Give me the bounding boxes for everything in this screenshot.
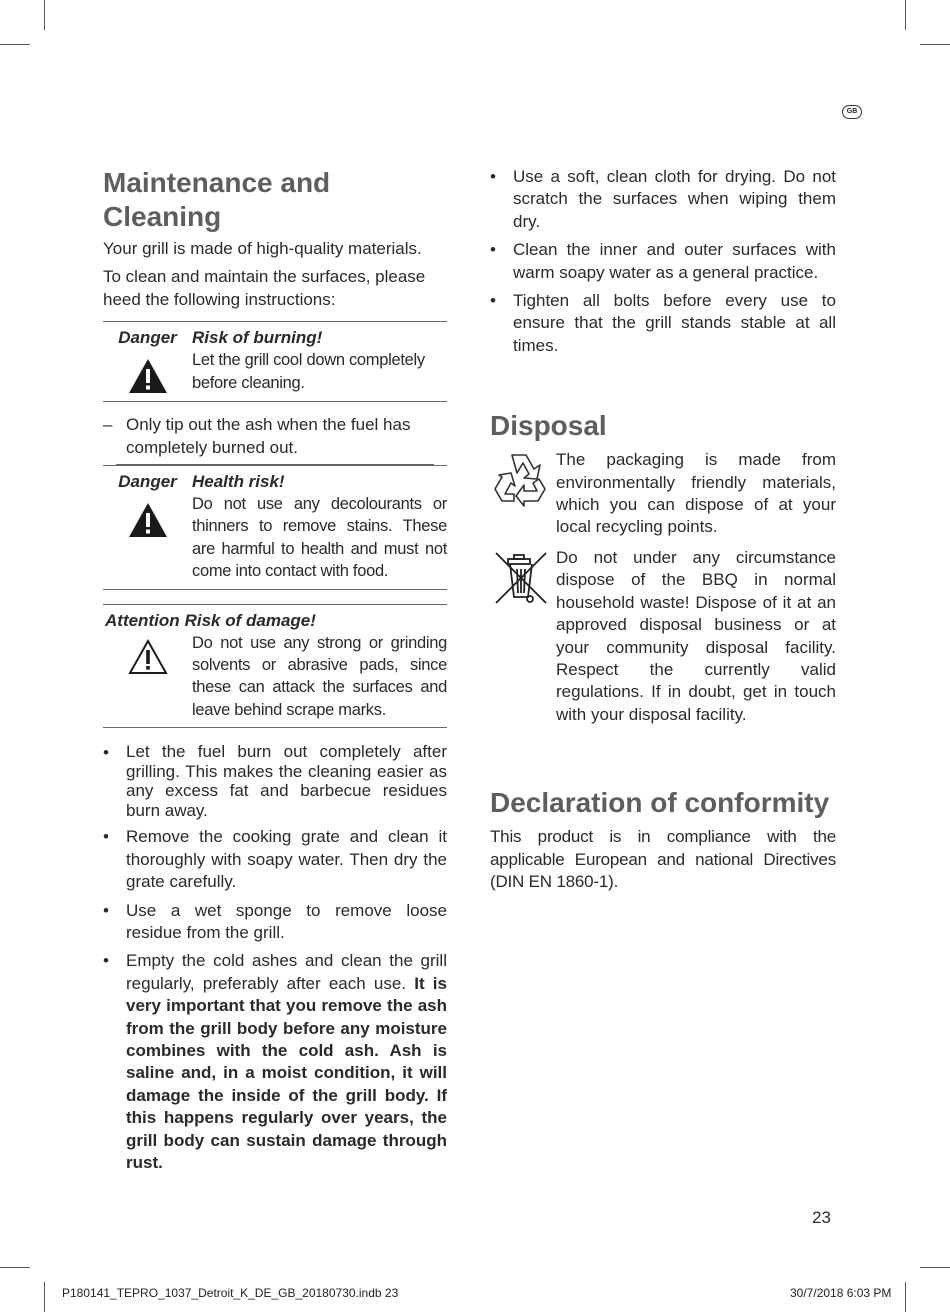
footer-file-info: P180141_TEPRO_1037_Detroit_K_DE_GB_20180730.indb 23 bbox=[62, 1286, 399, 1300]
crop-mark bbox=[44, 1282, 45, 1312]
box-text: Do not use any decolourants or thinners to remove stains. These are harmful to health and must not come into contact with food. bbox=[192, 495, 447, 581]
right-column bbox=[490, 166, 836, 893]
conformity-title: Declaration of conformity bbox=[490, 787, 830, 819]
crop-mark bbox=[905, 1282, 906, 1312]
list-item bbox=[103, 900, 447, 945]
dash-instruction bbox=[103, 414, 447, 459]
dash-text: Only tip out the ash when the fuel has completely burned out. bbox=[126, 415, 411, 457]
warning-triangle-outline-icon bbox=[127, 638, 169, 676]
packaging-disposal bbox=[490, 449, 836, 539]
footer-timestamp: 30/7/2018 6:03 PM bbox=[790, 1286, 892, 1300]
page-number: 23 bbox=[812, 1208, 831, 1227]
list-item-text: Use a soft, clean cloth for drying. Do not scratch the surfaces when wiping them dry. bbox=[513, 167, 836, 231]
box-keyword: Danger bbox=[118, 328, 177, 348]
crop-mark bbox=[920, 1267, 950, 1268]
crossed-bin-icon bbox=[490, 549, 550, 609]
list-item-text: Tighten all bolts before every use to ensure that the grill stands stable at all times. bbox=[513, 291, 836, 355]
list-item bbox=[103, 950, 447, 1174]
list-item-text: Clean the inner and outer surfaces with warm soapy water as a general practice. bbox=[513, 240, 836, 282]
weee-disposal bbox=[490, 547, 836, 726]
crop-mark bbox=[44, 0, 45, 30]
disposal-title: Disposal bbox=[490, 410, 607, 442]
box-text: Do not use any strong or grinding solvents or abrasive pads, since these can attack the surfaces and leave behind scrape marks. bbox=[192, 633, 447, 719]
maintenance-title: Maintenance and Cleaning bbox=[103, 167, 331, 232]
language-badge: GB bbox=[842, 105, 862, 119]
danger-box-health bbox=[103, 465, 447, 590]
crop-mark bbox=[905, 0, 906, 30]
packaging-text: The packaging is made from environmentally friendly materials, which you can dispose of at your local recycling points. bbox=[556, 450, 836, 537]
list-item-text bbox=[126, 950, 447, 1174]
list-item bbox=[103, 742, 447, 820]
bullet-mark: • bbox=[490, 291, 496, 311]
list-item bbox=[490, 239, 836, 284]
maintenance-bullet-list bbox=[103, 742, 447, 1174]
list-item-text: Use a wet sponge to remove loose residue from the grill. bbox=[126, 900, 447, 942]
left-column bbox=[103, 166, 447, 1180]
cleaning-bullet-list bbox=[490, 166, 836, 357]
box-text: Let the grill cool down completely before cleaning. bbox=[192, 351, 425, 392]
crop-mark bbox=[0, 44, 30, 45]
maintenance-intro-1: Your grill is made of high-quality materials. bbox=[103, 239, 422, 258]
box-heading: Health risk! bbox=[192, 472, 285, 492]
box-heading: Risk of burning! bbox=[192, 328, 323, 348]
list-item bbox=[490, 166, 836, 233]
bullet-normal-text: Empty the cold ashes and clean the grill regularly, preferably after each use. bbox=[126, 951, 447, 993]
bullet-mark: • bbox=[103, 951, 109, 971]
danger-box-burning bbox=[103, 321, 447, 402]
bullet-mark: • bbox=[103, 743, 109, 763]
weee-text: Do not under any circumstance dispose of the BBQ in normal household waste! Dispose of it at an approved disposal business or at your community disposal facility. Respect the currently valid regulations. If in doubt, get in touch with your disposal facility. bbox=[556, 547, 836, 724]
list-item-text: Remove the cooking grate and clean it thoroughly with soapy water. Then dry the grate carefully. bbox=[126, 827, 447, 892]
dash-mark: – bbox=[103, 415, 113, 435]
list-item bbox=[103, 826, 447, 893]
list-item-text: Let the fuel burn out completely after grilling. This makes the cleaning easier as any excess fat and barbecue residues burn away. bbox=[126, 742, 447, 820]
bullet-mark: • bbox=[490, 167, 496, 186]
list-item bbox=[490, 290, 836, 357]
crop-mark bbox=[0, 1267, 30, 1268]
bullet-mark: • bbox=[103, 900, 109, 920]
crop-mark bbox=[920, 44, 950, 45]
warning-triangle-filled-icon bbox=[127, 357, 169, 395]
maintenance-intro-2: To clean and maintain the surfaces, please heed the following instructions: bbox=[103, 267, 426, 309]
box-keyword: Danger bbox=[118, 472, 177, 492]
warning-triangle-filled-icon bbox=[127, 501, 169, 539]
recycle-icon bbox=[490, 451, 550, 507]
bullet-bold-warning: It is very important that you remove the ash from the grill body before any moisture combines with the cold ash. Ash is saline and, in a moist condition, it will damage the inside of the grill body. If this happens regularly over years, the grill body can sustain damage through rust. bbox=[126, 973, 447, 1172]
box-keyword: Attention bbox=[105, 610, 180, 630]
conformity-text: This product is in compliance with the applicable European and national Directives (DIN EN 1860-1). bbox=[490, 827, 836, 891]
bullet-mark: • bbox=[103, 827, 109, 847]
bullet-mark: • bbox=[490, 240, 496, 260]
box-heading: Risk of damage! bbox=[184, 610, 316, 630]
attention-box-damage bbox=[103, 604, 447, 729]
